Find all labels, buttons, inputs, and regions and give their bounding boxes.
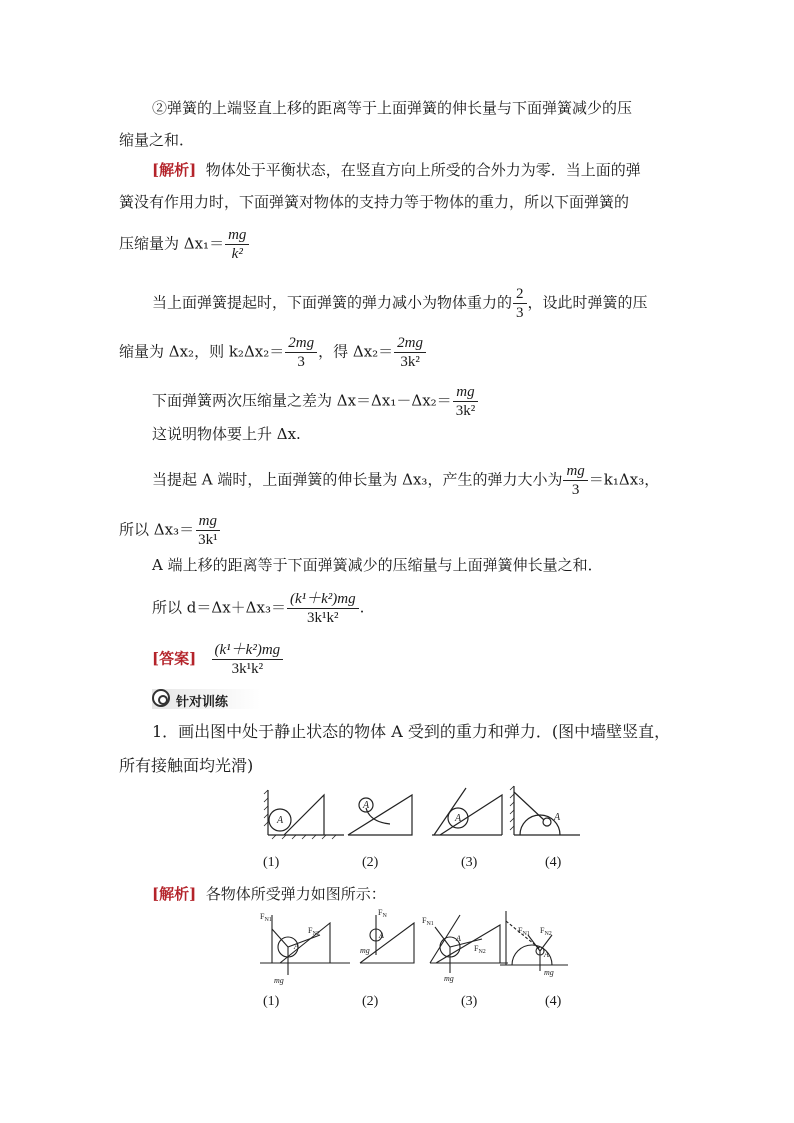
fig-label-1: (1) <box>263 855 280 870</box>
force-label: $F_{N2}$ <box>540 926 552 937</box>
fig-label-4: (4) <box>545 855 562 870</box>
force-label: $F_{N1}$ <box>422 916 434 927</box>
text-seg: 下面弹簧两次压缩量之差为 Δx＝Δx₁－Δx₂＝ <box>152 391 452 410</box>
force-label: $F_{N1}$ <box>260 912 272 923</box>
ans-label-2: (2) <box>362 994 379 1009</box>
mg-label: mg <box>544 968 554 977</box>
force-subscript: N <box>382 913 387 919</box>
force-subscript: N2 <box>478 949 486 955</box>
figure-letter: A <box>277 815 284 826</box>
para-10 <box>152 590 364 627</box>
para-3 <box>152 285 648 322</box>
force-subscript: N1 <box>522 931 530 937</box>
fraction <box>225 226 249 263</box>
fraction <box>563 462 587 499</box>
frac-den: k² <box>231 246 243 262</box>
text-seg: 当提起 A 端时，上面弹簧的伸长量为 Δx₃，产生的弹力大小为 <box>152 470 563 489</box>
force-label: $F_{N1}$ <box>518 926 530 937</box>
analysis-tag-2: [解析] <box>152 885 197 903</box>
analysis-para <box>152 160 641 180</box>
analysis-2-text: 各物体所受弹力如图所示： <box>205 885 386 903</box>
force-label: $F_N$ <box>378 908 387 919</box>
para-7 <box>152 462 659 499</box>
text-seg: . <box>359 598 365 617</box>
badge-label: 针对训练 <box>176 695 229 710</box>
force-subscript: N1 <box>264 917 272 923</box>
figure-letter: A <box>294 942 299 951</box>
fraction <box>513 285 527 322</box>
frac-den: 3 <box>571 482 580 498</box>
force-subscript: N2 <box>544 931 552 937</box>
para-8 <box>119 512 222 549</box>
analysis-text: 物体处于平衡状态，在竖直方向上所受的合外力为零．当上面的弹 <box>205 161 641 179</box>
fraction <box>285 334 317 371</box>
para-9: A 端上移的距离等于下面弹簧减少的压缩量与上面弹簧伸长量之和． <box>152 556 603 574</box>
analysis-line-2: 簧没有作用力时，下面弹簧对物体的支持力等于物体的重力，所以下面弹簧的 <box>119 193 630 211</box>
frac-den: 3k² <box>455 403 476 419</box>
answer-figure <box>250 905 570 985</box>
ans-label-1: (1) <box>263 994 280 1009</box>
figure-letter: A <box>379 931 384 940</box>
text-seg: 所以 Δx₃＝ <box>119 520 195 539</box>
frac-den: 3k¹k² <box>231 661 264 677</box>
para-6: 这说明物体要上升 Δx. <box>152 425 301 443</box>
analysis-2 <box>152 884 386 904</box>
force-label: $F_{N2}$ <box>474 944 486 955</box>
frac-num: 2 <box>513 285 527 304</box>
practice-badge <box>152 689 260 709</box>
fraction <box>212 641 284 678</box>
question-figure <box>262 780 582 842</box>
para-1: ②弹簧的上端竖直上移的距离等于上面弹簧的伸长量与下面弹簧减少的压 <box>152 99 633 117</box>
force-subscript: N1 <box>426 921 434 927</box>
frac-den: 3 <box>516 305 524 321</box>
frac-num: mg <box>453 383 477 402</box>
frac-num: (k¹＋k²)mg <box>287 590 359 609</box>
text-seg: ＝k₁Δx₃， <box>588 470 660 489</box>
fraction <box>453 383 479 420</box>
para-4 <box>119 334 427 371</box>
figure-letter: A <box>456 934 461 943</box>
answer-tag: [答案] <box>152 649 197 668</box>
para-5 <box>152 383 479 420</box>
fraction <box>195 512 221 549</box>
text-seg: ，设此时弹簧的压 <box>527 293 648 312</box>
figure-letter: A <box>554 812 561 823</box>
mg-label: mg <box>444 974 454 983</box>
frac-num: mg <box>196 512 220 531</box>
frac-den: 3k² <box>400 354 420 370</box>
ans-label-4: (4) <box>545 994 562 1009</box>
question-1: 1．画出图中处于静止状态的物体 A 受到的重力和弹力．(图中墙壁竖直， <box>152 722 671 741</box>
frac-den: 3k¹k² <box>307 610 339 626</box>
analysis-line-3 <box>119 226 250 263</box>
frac-num: 2mg <box>394 334 426 353</box>
figure-letter: A <box>544 950 549 959</box>
figure-letter: A <box>455 813 462 824</box>
frac-num: mg <box>563 462 587 481</box>
fraction <box>287 590 359 627</box>
question-1b: 所有接触面均光滑) <box>119 756 254 775</box>
fraction <box>394 334 426 371</box>
frac-num: (k¹＋k²)mg <box>212 641 284 660</box>
mg-label: mg <box>360 946 370 955</box>
force-subscript: N2 <box>312 931 320 937</box>
answer-line <box>152 641 284 678</box>
text-seg: ，得 Δx₂＝ <box>318 342 394 361</box>
frac-den: 3 <box>297 354 305 370</box>
para-1b: 缩量之和． <box>119 131 195 149</box>
frac-num: mg <box>225 226 249 245</box>
text-seg: 缩量为 Δx₂，则 k₂Δx₂＝ <box>119 342 285 361</box>
force-label: $F_{N2}$ <box>308 926 320 937</box>
text-seg: 所以 d＝Δx＋Δx₃＝ <box>152 598 286 617</box>
target-icon <box>152 689 170 707</box>
ans-label-3: (3) <box>461 994 478 1009</box>
fig-label-2: (2) <box>362 855 379 870</box>
mg-label: mg <box>274 976 284 985</box>
frac-den: 3k¹ <box>198 532 218 548</box>
text-seg: 当上面弹簧提起时，下面弹簧的弹力减小为物体重力的 <box>152 293 513 312</box>
figure-letter: A <box>363 800 370 811</box>
frac-num: 2mg <box>285 334 317 353</box>
text-seg: 压缩量为 Δx₁＝ <box>119 234 225 253</box>
analysis-tag: [解析] <box>152 161 197 179</box>
fig-label-3: (3) <box>461 855 478 870</box>
